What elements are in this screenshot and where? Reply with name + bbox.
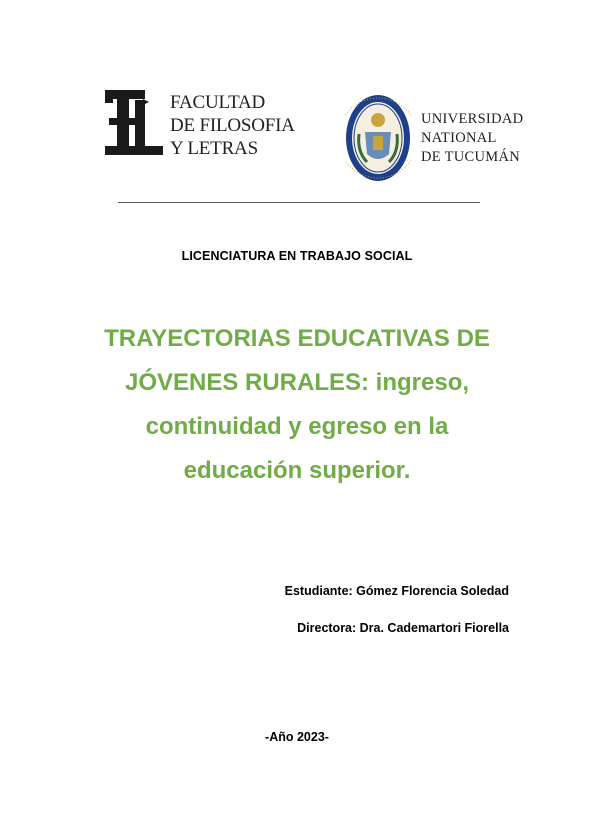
thesis-title <box>60 317 534 493</box>
year-label: -Año 2023- <box>265 730 329 744</box>
thesis-title-line: educación superior. <box>183 457 411 484</box>
thesis-title-line: continuidad y egreso en la <box>145 413 449 440</box>
university-line: UNIVERSIDAD <box>421 111 524 127</box>
university-seal-icon <box>345 94 411 182</box>
faculty-line: FACULTAD <box>170 92 266 113</box>
university-line: NATIONAL <box>421 130 497 146</box>
career-title: LICENCIATURA EN TRABAJO SOCIAL <box>181 249 413 263</box>
faculty-fl-logo-icon <box>103 88 163 158</box>
director-name: Directora: Dra. Cademartori Fiorella <box>297 621 509 635</box>
faculty-name <box>170 91 295 160</box>
thesis-title-line: JÓVENES RURALES: ingreso, <box>124 369 470 396</box>
faculty-line: Y LETRAS <box>170 138 258 159</box>
thesis-title-line: TRAYECTORIAS EDUCATIVAS DE <box>104 325 490 352</box>
student-name: Estudiante: Gómez Florencia Soledad <box>284 584 509 598</box>
header-divider <box>118 202 480 203</box>
university-name <box>421 110 523 167</box>
faculty-line: DE FILOSOFIA <box>170 115 295 136</box>
university-line: DE TUCUMÁN <box>421 149 520 165</box>
